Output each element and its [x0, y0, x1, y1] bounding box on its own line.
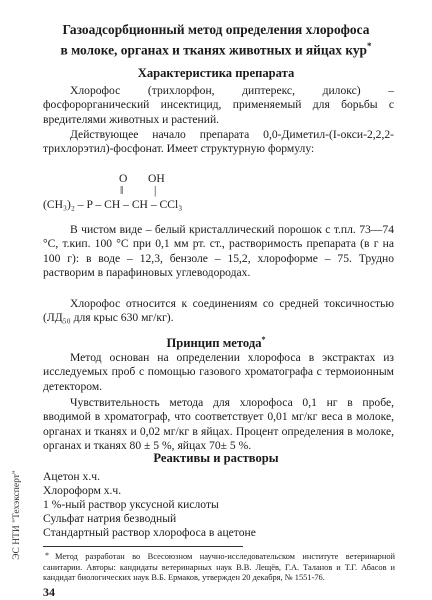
document-title [0, 21, 432, 58]
section-heading-principle [0, 332, 432, 351]
formula-oxygen: O [119, 172, 128, 185]
reagent-item: Сульфат натрия безводный [43, 512, 177, 525]
principle-footnote-mark: * [261, 335, 266, 344]
paragraph-toxicity: Хлорофос относится к соединениям со средней токсичностью (ЛД₅₀ для крыс 630 мг/кг). [43, 297, 394, 325]
paragraph-properties: В чистом виде – белый кристаллический порошок с т.пл. 73—74 °С, т.кип. 100 °С при 0,1 мм рт. ст., растворимость препарата (в г на 100 г): в воде – 12,3, бензоле – 15,2, хлороформе – 75. Трудно растворим в парафиновых углеводородах. [43, 223, 394, 280]
formula-hydroxyl: OH [148, 172, 165, 185]
reagent-item: Ацетон х.ч. [43, 470, 100, 483]
structural-formula [43, 172, 403, 218]
paragraph-sensitivity: Чувствительность метода для хлорофоса 0,1 нг в пробе, вводимой в хроматограф, что соответствует 0,01 мг/кг веса в молоке, органах и тканях и 0,02 мг/кг в яйцах. Процент определения в молоке, органах и тканях 80 ± 5 %, яйцах 70± 5 %. [43, 396, 394, 453]
title-line-1: Газоадсорбционный метод определения хлорофоса [62, 22, 370, 37]
reagent-item: Стандартный раствор хлорофоса в ацетоне [43, 526, 256, 539]
paragraph-active-ingredient: Действующее начало препарата 0,0-Диметил-(I-окси-2,2,2-трихлорэтил)-фосфонат. Имеет структурную формулу: [43, 128, 394, 156]
footnote-mark: * [45, 551, 49, 560]
footnote-text: Метод разработан во Всесоюзном научно-исследовательском институте ветеринарной санитарии. Авторы: кандидаты ветеринарных наук В.В. Лещёв, Г.А. Таланов и Т.Г. Абасов и кандидат биологических наук В.Б. Ермаков, утвержден 20 декабря, № 1551-76. [43, 552, 395, 583]
paragraph-description: Хлорофос (трихлорфон, диптерекс, дилокс) – фосфорорганический инсектицид, применяемый для борьбы с вредителями животных и растений. [43, 84, 394, 126]
reagent-item: 1 %-ный раствор уксусной кислоты [43, 498, 219, 511]
title-footnote-mark: * [367, 41, 372, 51]
footnote [43, 552, 395, 584]
formula-single-bond: | [154, 184, 157, 197]
section-heading-characteristics: Характеристика препарата [137, 66, 295, 80]
title-line-2-text: в молоке, органах и тканях животных и яйцах кур [60, 42, 367, 58]
reagent-item: Хлороформ х.ч. [43, 484, 122, 497]
page-number: 34 [43, 585, 55, 599]
footnote-divider [43, 546, 243, 547]
formula-double-bond: ‖ [120, 184, 124, 197]
paragraph-principle: Метод основан на определении хлорофоса в экстрактах из исследуемых проб с помощью газового хроматографа с термоионным детектором. [43, 351, 394, 393]
section-heading-reagents: Реактивы и растворы [153, 451, 279, 465]
side-watermark-text: ЭС НТИ "Техэксперт" [12, 470, 22, 560]
title-line-2 [0, 38, 432, 58]
formula-chain: (CH₃)₂ – P – CH – CH – CCl₃ [43, 198, 183, 211]
section-heading-principle-text: Принцип метода [166, 336, 262, 351]
